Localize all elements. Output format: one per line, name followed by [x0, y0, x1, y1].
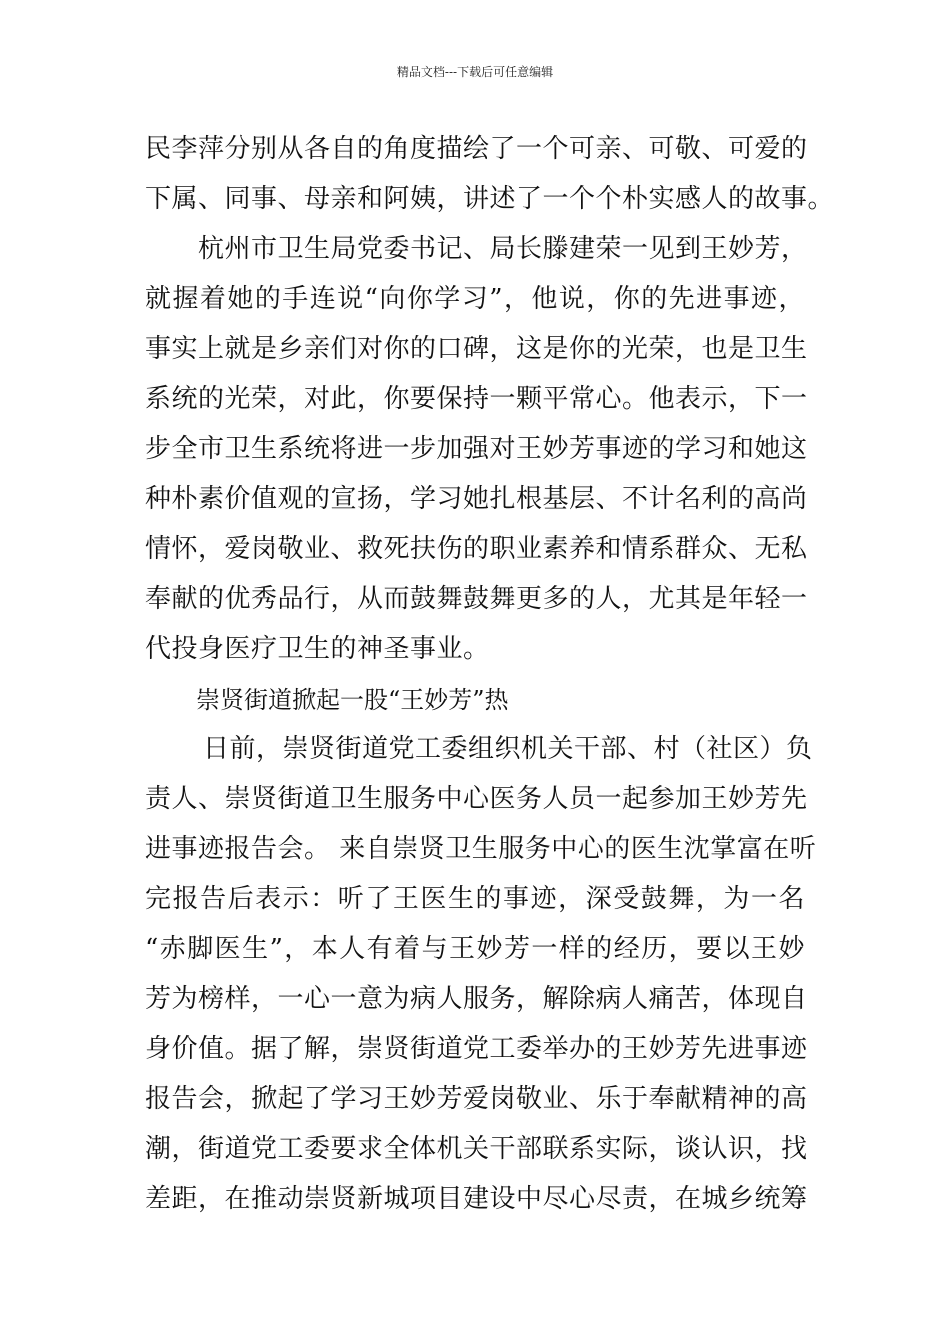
paragraph-line: 进事迹报告会。 来自崇贤卫生服务中心的医生沈掌富在听 [145, 834, 817, 864]
paragraph-line: 情怀，爱岗敬业、救死扶伤的职业素养和情系群众、无私 [145, 534, 808, 564]
paragraph-line: 民李萍分别从各自的角度描绘了一个可亲、可敬、可爱的 [145, 134, 808, 164]
paragraph-line: 身价值。据了解，崇贤街道党工委举办的王妙芳先进事迹 [145, 1034, 808, 1064]
paragraph-line: 代投身医疗卫生的神圣事业。 [145, 634, 490, 664]
paragraph-line: 步全市卫生系统将进一步加强对王妙芳事迹的学习和她这 [145, 434, 808, 464]
page-header: 精品文档---下载后可任意编辑 [396, 65, 554, 79]
paragraph-line: 种朴素价值观的宣扬，学习她扎根基层、不计名利的高尚 [145, 484, 808, 514]
paragraph-line: 芳为榜样，一心一意为病人服务，解除病人痛苦，体现自 [145, 984, 808, 1014]
paragraph-line: 潮，街道党工委要求全体机关干部联系实际，谈认识，找 [145, 1134, 808, 1164]
paragraph-line: 责人、崇贤街道卫生服务中心医务人员一起参加王妙芳先 [145, 784, 808, 814]
paragraph-line: 完报告后表示：听了王医生的事迹，深受鼓舞，为一名 [145, 884, 805, 914]
paragraph-line: 杭州市卫生局党委书记、局长滕建荣一见到王妙芳， [198, 234, 808, 264]
section-heading: 崇贤街道掀起一股“王妙芳”热 [196, 686, 509, 714]
paragraph-line: 就握着她的手连说“向你学习”，他说，你的先进事迹， [145, 284, 805, 314]
paragraph-line: 事实上就是乡亲们对你的口碑，这是你的光荣，也是卫生 [145, 334, 808, 364]
paragraph-line: 奉献的优秀品行，从而鼓舞鼓舞更多的人，尤其是年轻一 [145, 584, 808, 614]
paragraph-line: 下属、同事、母亲和阿姨，讲述了一个个朴实感人的故事。 [145, 184, 835, 214]
paragraph-line: “赤脚医生”，本人有着与王妙芳一样的经历，要以王妙 [145, 934, 805, 964]
paragraph-line: 差距，在推动崇贤新城项目建设中尽心尽责，在城乡统筹 [145, 1184, 808, 1214]
paragraph-line: 日前，崇贤街道党工委组织机关干部、村（社区）负 [203, 734, 813, 764]
paragraph-line: 系统的光荣，对此，你要保持一颗平常心。他表示，下一 [145, 384, 808, 414]
paragraph-line: 报告会，掀起了学习王妙芳爱岗敬业、乐于奉献精神的高 [145, 1084, 808, 1114]
